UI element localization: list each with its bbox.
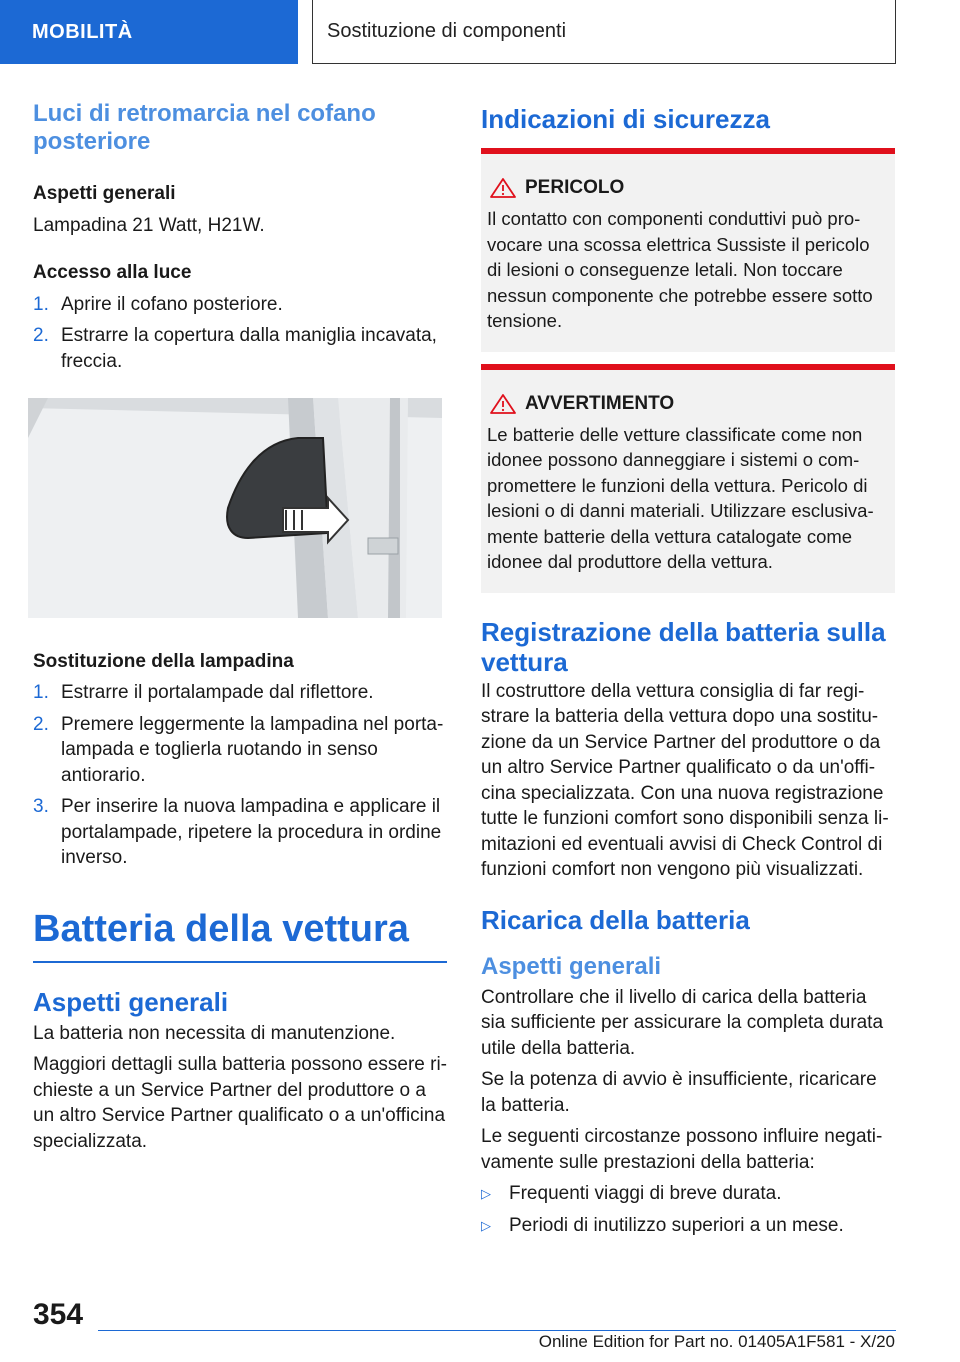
charge-paragraph-2: Se la potenza di avvio è insufficiente, ricaricare la batteria. <box>481 1069 877 1116</box>
replace-steps <box>33 680 447 871</box>
triangle-bullet-icon: ▷ <box>481 1186 491 1201</box>
section-label: MOBILITÀ <box>32 20 133 43</box>
charge-paragraph-1: Controllare che il livello di carica della batteria sia sufficiente per assicurare la completa durata utile della batteria. <box>481 986 884 1059</box>
step-text: Premere leggermente la lampadina nel portalampada e toglierla ruotando in senso antiorario. <box>61 713 444 786</box>
warning-label: AVVERTIMENTO <box>525 392 675 414</box>
step-text: Per inserire la nuova lampadina e applicare il portalampade, ripetere la procedura in ordine inverso. <box>61 796 442 868</box>
replace-heading: Sostituzione della lampadina <box>33 651 294 672</box>
register-text: Il costruttore della vettura consiglia di far registrare la batteria della vettura dopo una sostituzione da un Service Partner del produttore o da un altro Service Partner qualificato o da un'officina specializzata. Con una nuova registrazione tutte le funzioni comfort sono disponibili senza limitazioni ed eventuali avvisi di Check Control di funzioni comfort non vengono più visualizzati. <box>481 680 889 880</box>
tailgate-cover-illustration <box>28 398 442 618</box>
footer-rule <box>98 1330 896 1331</box>
battery-paragraph-1: La batteria non necessita di manutenzione. <box>33 1022 396 1044</box>
warning-text: Le batterie delle vetture classificate come non idonee possono danneggiare i sistemi o compromettere le funzioni della vettura. Pericolo di lesioni o di danni materiali. Utilizzare esclusivamente batterie della vettura catalogate come idonee dal produttore della vettura. <box>487 423 874 572</box>
access-steps <box>33 292 447 375</box>
safety-title: Indicazioni di sicurezza <box>481 104 770 134</box>
general-heading: Aspetti generali <box>33 183 176 204</box>
battery-general-heading: Aspetti generali <box>33 986 229 1017</box>
triangle-bullet-icon: ▷ <box>481 1217 491 1233</box>
list-item <box>33 794 447 871</box>
left-column <box>33 100 447 1154</box>
charge-title: Ricarica della batteria <box>481 904 750 935</box>
chapter-label: Sostituzione di componenti <box>327 20 567 42</box>
battery-title: Batteria della vettura <box>33 907 409 950</box>
list-item <box>33 712 447 789</box>
edition-text: Online Edition for Part no. 01405A1F581 - X/20 <box>538 1332 895 1351</box>
bullet-text: Frequenti viaggi di breve durata. <box>509 1183 782 1204</box>
bullet-text: Periodi di inutilizzo superiori a un mese. <box>509 1214 844 1236</box>
step-text: Estrarre la copertura dalla maniglia incavata, freccia. <box>61 325 437 372</box>
danger-text: Il contatto con componenti conduttivi può provocare una scossa elettrica Sussiste il pericolo di lesioni o conseguenze letali. Non toccare nessun componente che potrebbe essere sotto tensione. <box>487 208 873 331</box>
general-text: Lampadina 21 Watt, H21W. <box>33 215 265 236</box>
step-text: Estrarre il portalampade dal riflettore. <box>61 682 374 703</box>
step-number: 1. <box>33 682 49 703</box>
step-number: 2. <box>33 325 49 346</box>
list-item <box>33 323 447 374</box>
step-number: 1. <box>33 293 49 315</box>
step-number: 3. <box>33 796 49 817</box>
chapter-tab <box>312 0 896 64</box>
step-number: 2. <box>33 713 49 735</box>
list-item <box>33 680 447 706</box>
battery-paragraph-2: Maggiori dettagli sulla batteria possono essere richieste a un Service Partner del produttore o a un altro Service Partner qualificato o a un'officina specializzata. <box>33 1054 447 1152</box>
charge-general-heading: Aspetti generali <box>481 952 662 980</box>
warning-triangle-icon <box>487 393 525 415</box>
charge-paragraph-3: Le seguenti circostanze possono influire negativamente sulle prestazioni della batteria: <box>481 1126 883 1173</box>
charge-bullets <box>481 1181 895 1238</box>
warning-triangle-icon <box>487 177 525 199</box>
list-item <box>481 1181 895 1207</box>
step-text: Aprire il cofano posteriore. <box>61 293 283 315</box>
section-tab <box>0 0 298 64</box>
danger-box <box>481 148 895 352</box>
reverse-light-title: Luci di retromarcia nel cofano posteriore <box>33 100 376 155</box>
page-number: 354 <box>33 1298 84 1331</box>
list-item <box>481 1213 895 1239</box>
list-item <box>33 292 447 318</box>
cover-removal-drawing <box>28 398 442 618</box>
warning-box <box>481 364 895 593</box>
right-column <box>481 100 895 1238</box>
access-heading: Accesso alla luce <box>33 261 192 283</box>
danger-label: PERICOLO <box>525 177 625 198</box>
register-title: Registrazione della batteria sulla vettura <box>481 616 886 677</box>
